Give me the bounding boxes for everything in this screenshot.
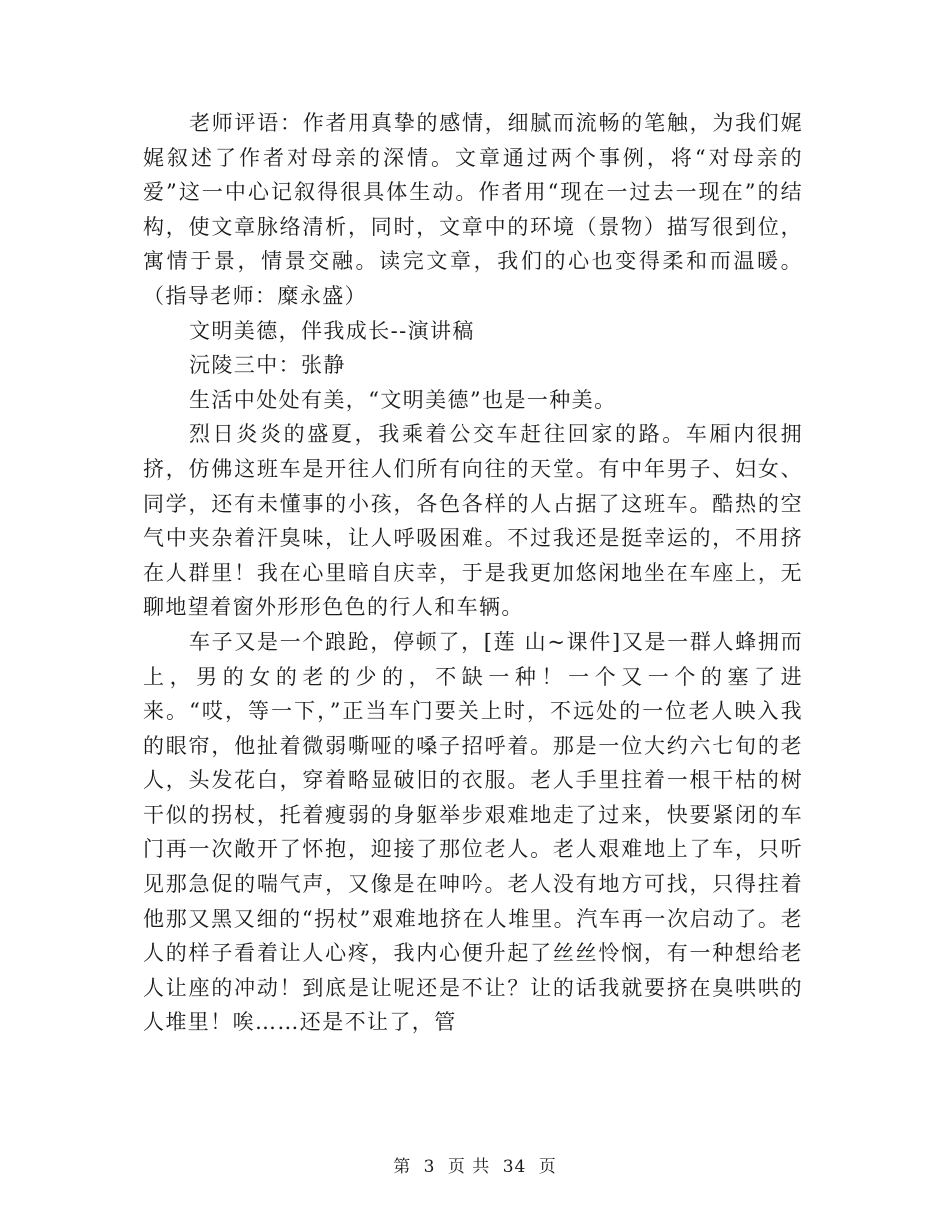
speech-title: 文明美德，伴我成长--演讲稿	[189, 318, 475, 343]
total-page-count: 34	[502, 1157, 527, 1177]
footer-suffix: 页	[538, 1157, 557, 1177]
document-body	[143, 106, 803, 1040]
teacher-comment-paragraph: 老师评语：作者用真挚的感情，细腻而流畅的笔触，为我们娓娓叙述了作者对母亲的深情。文章通过两个事例，将“对母亲的爱”这一中心记叙得很具体生动。作者用“现在一过去一现在”的结构，使文章脉络清析，同时，文章中的环境（景物）描写很到位，寓情于景，情景交融。读完文章，我们的心也变得柔和而温暖。（指导老师：糜永盛）	[143, 111, 803, 308]
old-man-paragraph: 车子又是一个踉跄，停顿了，[莲 山~课件]又是一群人蜂拥而上，男的女的老的少的，不缺一种！一个又一个的塞了进来。“哎，等一下，”正当车门要关上时，不远处的一位老人映入我的眼帘，他扯着微弱嘶哑的嗓子招呼着。那是一位大约六七旬的老人，头发花白，穿着略显破旧的衣服。老人手里拄着一根干枯的树干似的拐杖，托着瘦弱的身躯举步艰难地走了过来，快要紧闭的车门再一次敞开了怀抱，迎接了那位老人。老人艰难地上了车，只听见那急促的喘气声，又像是在呻吟。老人没有地方可找，只得拄着他那又黑又细的“拐杖”艰难地挤在人堆里。汽车再一次启动了。老人的样子看着让人心疼，我内心便升起了丝丝怜悯，有一种想给老人让座的冲动！到底是让呢还是不让？让的话我就要挤在臭哄哄的人堆里！唉……还是不让了，管	[143, 629, 803, 1035]
page-footer	[0, 1152, 950, 1177]
footer-prefix: 第	[393, 1157, 412, 1177]
footer-middle: 页 共	[447, 1157, 491, 1177]
current-page-number: 3	[423, 1157, 436, 1177]
bus-scene-paragraph: 烈日炎炎的盛夏，我乘着公交车赶往回家的路。车厢内很拥挤，仿佛这班车是开往人们所有向往的天堂。有中年男子、妇女、同学，还有未懂事的小孩，各色各样的人占据了这班车。酷热的空气中夹杂着汗臭味，让人呼吸困难。不过我还是挺幸运的，不用挤在人群里！我在心里暗自庆幸，于是我更加悠闲地坐在车座上，无聊地望着窗外形形色色的行人和车辆。	[143, 422, 803, 620]
opening-paragraph: 生活中处处有美，“文明美德”也是一种美。	[189, 387, 617, 412]
author-line: 沅陵三中：张静	[189, 353, 346, 378]
